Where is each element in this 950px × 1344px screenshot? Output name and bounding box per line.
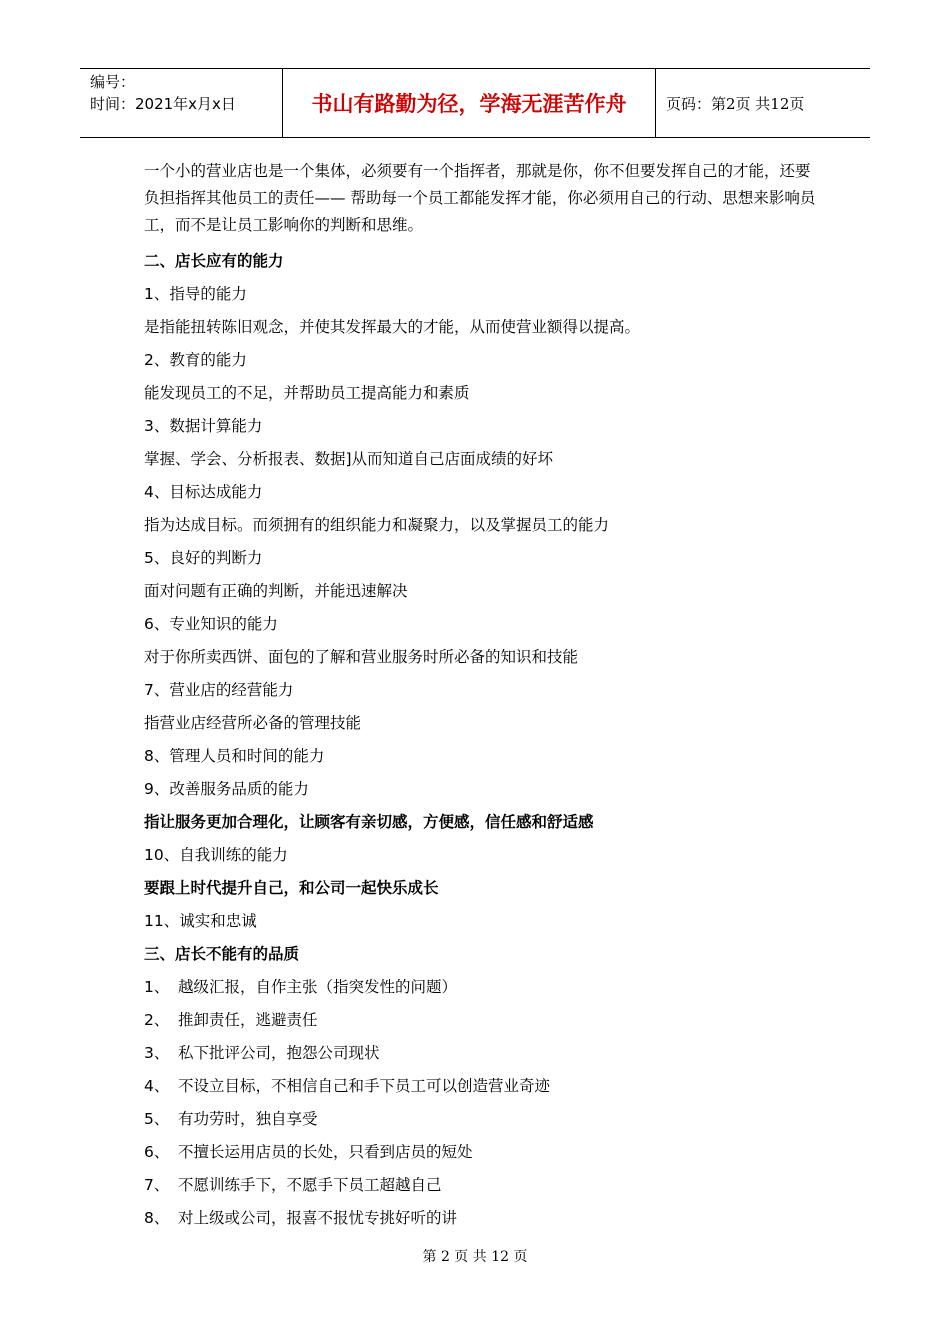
abilities-list (144, 278, 824, 938)
header-page-info: 页码：第2页 共12页 (666, 94, 805, 113)
document-body (144, 158, 824, 1235)
list-item-number: 7、 (144, 1176, 170, 1194)
list-item-number: 5、 (144, 1110, 170, 1128)
ability-line: 6、专业知识的能力 (144, 615, 278, 633)
ability-line: 4、目标达成能力 (144, 483, 263, 501)
page-header (80, 68, 870, 138)
ability-line: 要跟上时代提升自己，和公司一起快乐成长 (144, 879, 439, 897)
ability-line: 掌握、学会、分析报表、数据]从而知道自己店面成绩的好坏 (144, 450, 554, 468)
list-item-text: 不愿训练手下，不愿手下员工超越自己 (178, 1176, 442, 1194)
list-item-number: 2、 (144, 1011, 170, 1029)
ability-line: 10、自我训练的能力 (144, 846, 288, 864)
ability-line: 指为达成目标。而须拥有的组织能力和凝聚力，以及掌握员工的能力 (144, 516, 610, 534)
list-item (144, 1070, 824, 1103)
list-item (144, 971, 824, 1004)
list-item-number: 8、 (144, 1209, 170, 1227)
ability-line: 是指能扭转陈旧观念，并使其发挥最大的才能，从而使营业额得以提高。 (144, 318, 641, 336)
ability-line: 11、诚实和忠诚 (144, 912, 257, 930)
list-item (144, 1202, 824, 1235)
page-footer: 第 2 页 共 12 页 (422, 1249, 528, 1265)
ability-line: 对于你所卖西饼、面包的了解和营业服务时所必备的知识和技能 (144, 648, 579, 666)
list-item (144, 1037, 824, 1070)
section-title-bad-qualities: 三、店长不能有的品质 (144, 945, 300, 963)
list-item-text: 推卸责任，逃避责任 (178, 1011, 318, 1029)
list-item-text: 不设立目标，不相信自己和手下员工可以创造营业奇迹 (178, 1077, 551, 1095)
ability-line: 3、数据计算能力 (144, 417, 263, 435)
intro-paragraph: 一个小的营业店也是一个集体，必须要有一个指挥者，那就是你，你不但要发挥自己的才能，还要负担指挥其他员工的责任—— 帮助每一个员工都能发挥才能，你必须用自己的行动、思想来影响员工，而不是让员工影响你的判断和思维。 (144, 162, 816, 234)
list-item (144, 1004, 824, 1037)
list-item-number: 6、 (144, 1143, 170, 1161)
list-item (144, 1169, 824, 1202)
list-item-text: 私下批评公司，抱怨公司现状 (178, 1044, 380, 1062)
ability-line: 面对问题有正确的判断，并能迅速解决 (144, 582, 408, 600)
number-label: 编号： (90, 73, 136, 91)
list-item-text: 不擅长运用店员的长处，只看到店员的短处 (178, 1143, 473, 1161)
list-item (144, 1136, 824, 1169)
list-item-number: 4、 (144, 1077, 170, 1095)
bad-qualities-list (144, 971, 824, 1235)
list-item (144, 1103, 824, 1136)
header-meta (80, 69, 282, 137)
ability-line: 8、管理人员和时间的能力 (144, 747, 325, 765)
list-item-text: 越级汇报，自作主张（指突发性的问题） (178, 978, 458, 996)
ability-line: 指营业店经营所必备的管理技能 (144, 714, 362, 732)
ability-line: 1、指导的能力 (144, 285, 247, 303)
list-item-text: 有功劳时，独自享受 (178, 1110, 318, 1128)
ability-line: 9、改善服务品质的能力 (144, 780, 309, 798)
list-item-number: 1、 (144, 978, 170, 996)
list-item-text: 对上级或公司，报喜不报忧专挑好听的讲 (178, 1209, 458, 1227)
ability-line: 2、教育的能力 (144, 351, 247, 369)
section-title-abilities: 二、店长应有的能力 (144, 252, 284, 270)
list-item-number: 3、 (144, 1044, 170, 1062)
ability-line: 指让服务更加合理化，让顾客有亲切感，方便感，信任感和舒适感 (144, 813, 594, 831)
date-label: 时间：2021年x月x日 (90, 95, 236, 113)
header-motto: 书山有路勤为径，学海无涯苦作舟 (282, 69, 656, 137)
ability-line: 能发现员工的不足，并帮助员工提高能力和素质 (144, 384, 470, 402)
ability-line: 7、营业店的经营能力 (144, 681, 294, 699)
ability-line: 5、良好的判断力 (144, 549, 263, 567)
